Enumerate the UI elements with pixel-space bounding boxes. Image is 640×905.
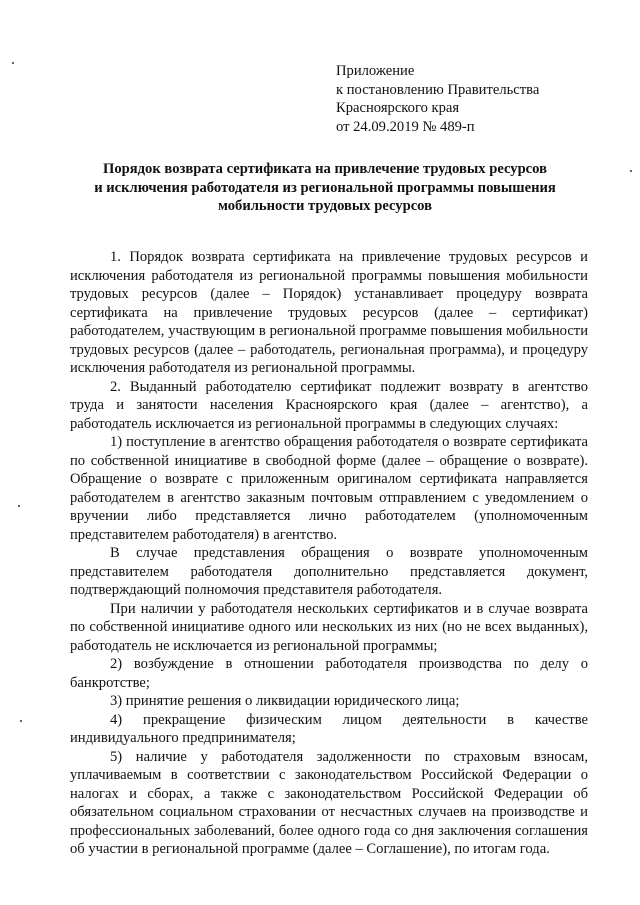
paragraph-1: 1. Порядок возврата сертификата на привлечение трудовых ресурсов и исключения работодателя из региональной программы повышения мобильности трудовых ресурсов (далее – Порядок) устанавливает процедуру возврата сертификата на привлечение трудовых ресурсов (далее – сертификат) работодателем, участвующим в региональной программе повышения мобильности трудовых ресурсов (далее – работодатель, региональная программа), и процедуру исключения работодателя из региональной программы. <box>70 249 588 376</box>
paragraph-2: 2. Выданный работодателю сертификат подлежит возврату в агентство труда и занятости населения Красноярского края (далее – агентство), а работодатель исключается из региональной программы в следующих случаях: <box>70 378 588 432</box>
scan-speck <box>18 505 20 507</box>
scan-speck <box>630 170 632 172</box>
scan-speck <box>20 720 22 722</box>
paragraph-2-item-3: 3) принятие решения о ликвидации юридического лица; <box>110 693 460 709</box>
paragraph-representative: В случае представления обращения о возврате уполномоченным представителем работодателя дополнительно представляется документ, подтверждающий полномочия представителя работодателя. <box>70 545 588 598</box>
attachment-line: от 24.09.2019 № 489-п <box>336 118 475 135</box>
attachment-line: к постановлению Правительства <box>336 81 540 98</box>
paragraph-multiple-certificates: При наличии у работодателя нескольких сертификатов и в случае возврата по собственной инициативе одного или нескольких из них (но не всех выданных), работодатель не исключается из региональной программы; <box>70 600 588 654</box>
title-line: и исключения работодателя из региональной программы повышения <box>94 179 556 196</box>
attachment-header <box>336 62 616 136</box>
scan-speck <box>12 62 14 64</box>
attachment-line: Приложение <box>336 63 415 79</box>
attachment-line: Красноярского края <box>336 100 460 116</box>
paragraph-2-item-5: 5) наличие у работодателя задолженности по страховым взносам, уплачиваемым в соответствии с законодательством Российской Федерации о налогах и сборах, а также с законодательством Российской Федерации об обязательном социальном страховании от несчастных случаев на производстве и профессиональных заболеваний, более одного года со дня заключения соглашения об участии в региональной программе (далее – Соглашение), по итогам года. <box>70 748 588 857</box>
document-body <box>70 248 588 859</box>
title-line: мобильности трудовых ресурсов <box>217 198 432 214</box>
paragraph-2-item-1: 1) поступление в агентство обращения работодателя о возврате сертификата по собственной инициативе в свободной форме (далее – обращение о возврате). Обращение о возврате с приложенным оригиналом сертификата направляется работодателем в агентство заказным почтовым отправлением с уведомлением о вручении либо представляется лично работодателем (уполномоченным представителем работодателя) в агентство. <box>70 434 588 543</box>
title-line: Порядок возврата сертификата на привлечение трудовых ресурсов <box>103 161 547 177</box>
document-title <box>60 160 590 216</box>
paragraph-2-item-4: 4) прекращение физическим лицом деятельности в качестве индивидуального предпринимателя; <box>70 711 588 746</box>
paragraph-2-item-2: 2) возбуждение в отношении работодателя производства по делу о банкротстве; <box>70 656 588 691</box>
